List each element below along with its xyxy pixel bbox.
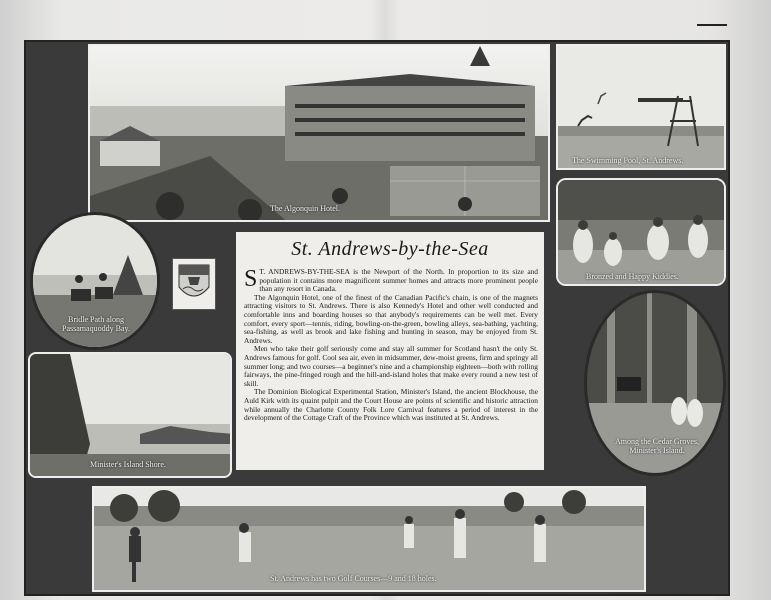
swimming-pool-photo (556, 44, 726, 170)
golf-caption: St. Andrews has two Golf Courses—9 and 18 holes. (270, 574, 437, 583)
island-shore-caption: Minister's Island Shore. (90, 460, 166, 469)
bridle-caption: Bridle Path along Passamaquoddy Bay. (62, 315, 130, 333)
article-panel (236, 232, 544, 470)
kiddies-photo (556, 178, 726, 286)
article-body (244, 268, 538, 423)
crest-icon (173, 259, 215, 309)
cedar-groves-photo (584, 290, 726, 476)
paragraph-2: The Algonquin Hotel, one of the finest of the Canadian Pacific's chain, is one of the magnets attracting visitors to St. Andrews. There is also Kennedy's Hotel and other well conducted and comfortable inns and boarding houses so that anybody's requirements can be well met. Every comfort, every sport—tennis, riding, bowling-on-the-green, bowling alleys, sea-bathing, yachting, sea-fishing, as well as brook and lake fishing and hunting in season, may be enjoyed from St. Andrews. (244, 292, 538, 345)
island-shore-photo (28, 352, 232, 478)
paragraph-4: The Dominion Biological Experimental Station, Minister's Island, the ancient Blockhouse, the Auld Kirk with its quaint pulpit and the Court House are points of scientific and historic attraction while annually the Charlotte County Folk Lore Carnival features a period of interest in the development of the Cottage Craft of the Province which was instituted at St. Andrews. (244, 387, 538, 423)
page-rule (697, 24, 727, 26)
paragraph-3: Men who take their golf seriously come and stay all summer for Scotland hasn't the only St. Andrews famous for golf. Cool sea air, even in midsummer, dew-moist greens, firm and springy all summer long; and two courses—a beginner's nine and a championship eighteen—both with rolling fairways, the pine-fringed rough and the hill-and-island holes that make every round a new test of skill. (244, 344, 538, 388)
cedar-caption: Among the Cedar Groves, Minister's Island. (615, 437, 699, 455)
drop-cap: S (244, 266, 258, 292)
swimming-caption: The Swimming Pool, St. Andrews. (572, 156, 684, 165)
bridle-path-photo (30, 212, 160, 350)
article-title: St. Andrews-by-the-Sea (291, 238, 489, 260)
provincial-crest (172, 258, 216, 310)
hotel-photo (88, 44, 550, 222)
hotel-caption: The Algonquin Hotel. (270, 204, 340, 213)
golf-course-photo (92, 486, 646, 592)
paragraph-1: T. ANDREWS-BY-THE-SEA is the Newport of the North. In proportion to its size and population it contains more magnificent summer homes and attracts more prominent people than any resort in Canada. (259, 267, 538, 294)
kiddies-caption: Bronzed and Happy Kiddies. (586, 272, 679, 281)
